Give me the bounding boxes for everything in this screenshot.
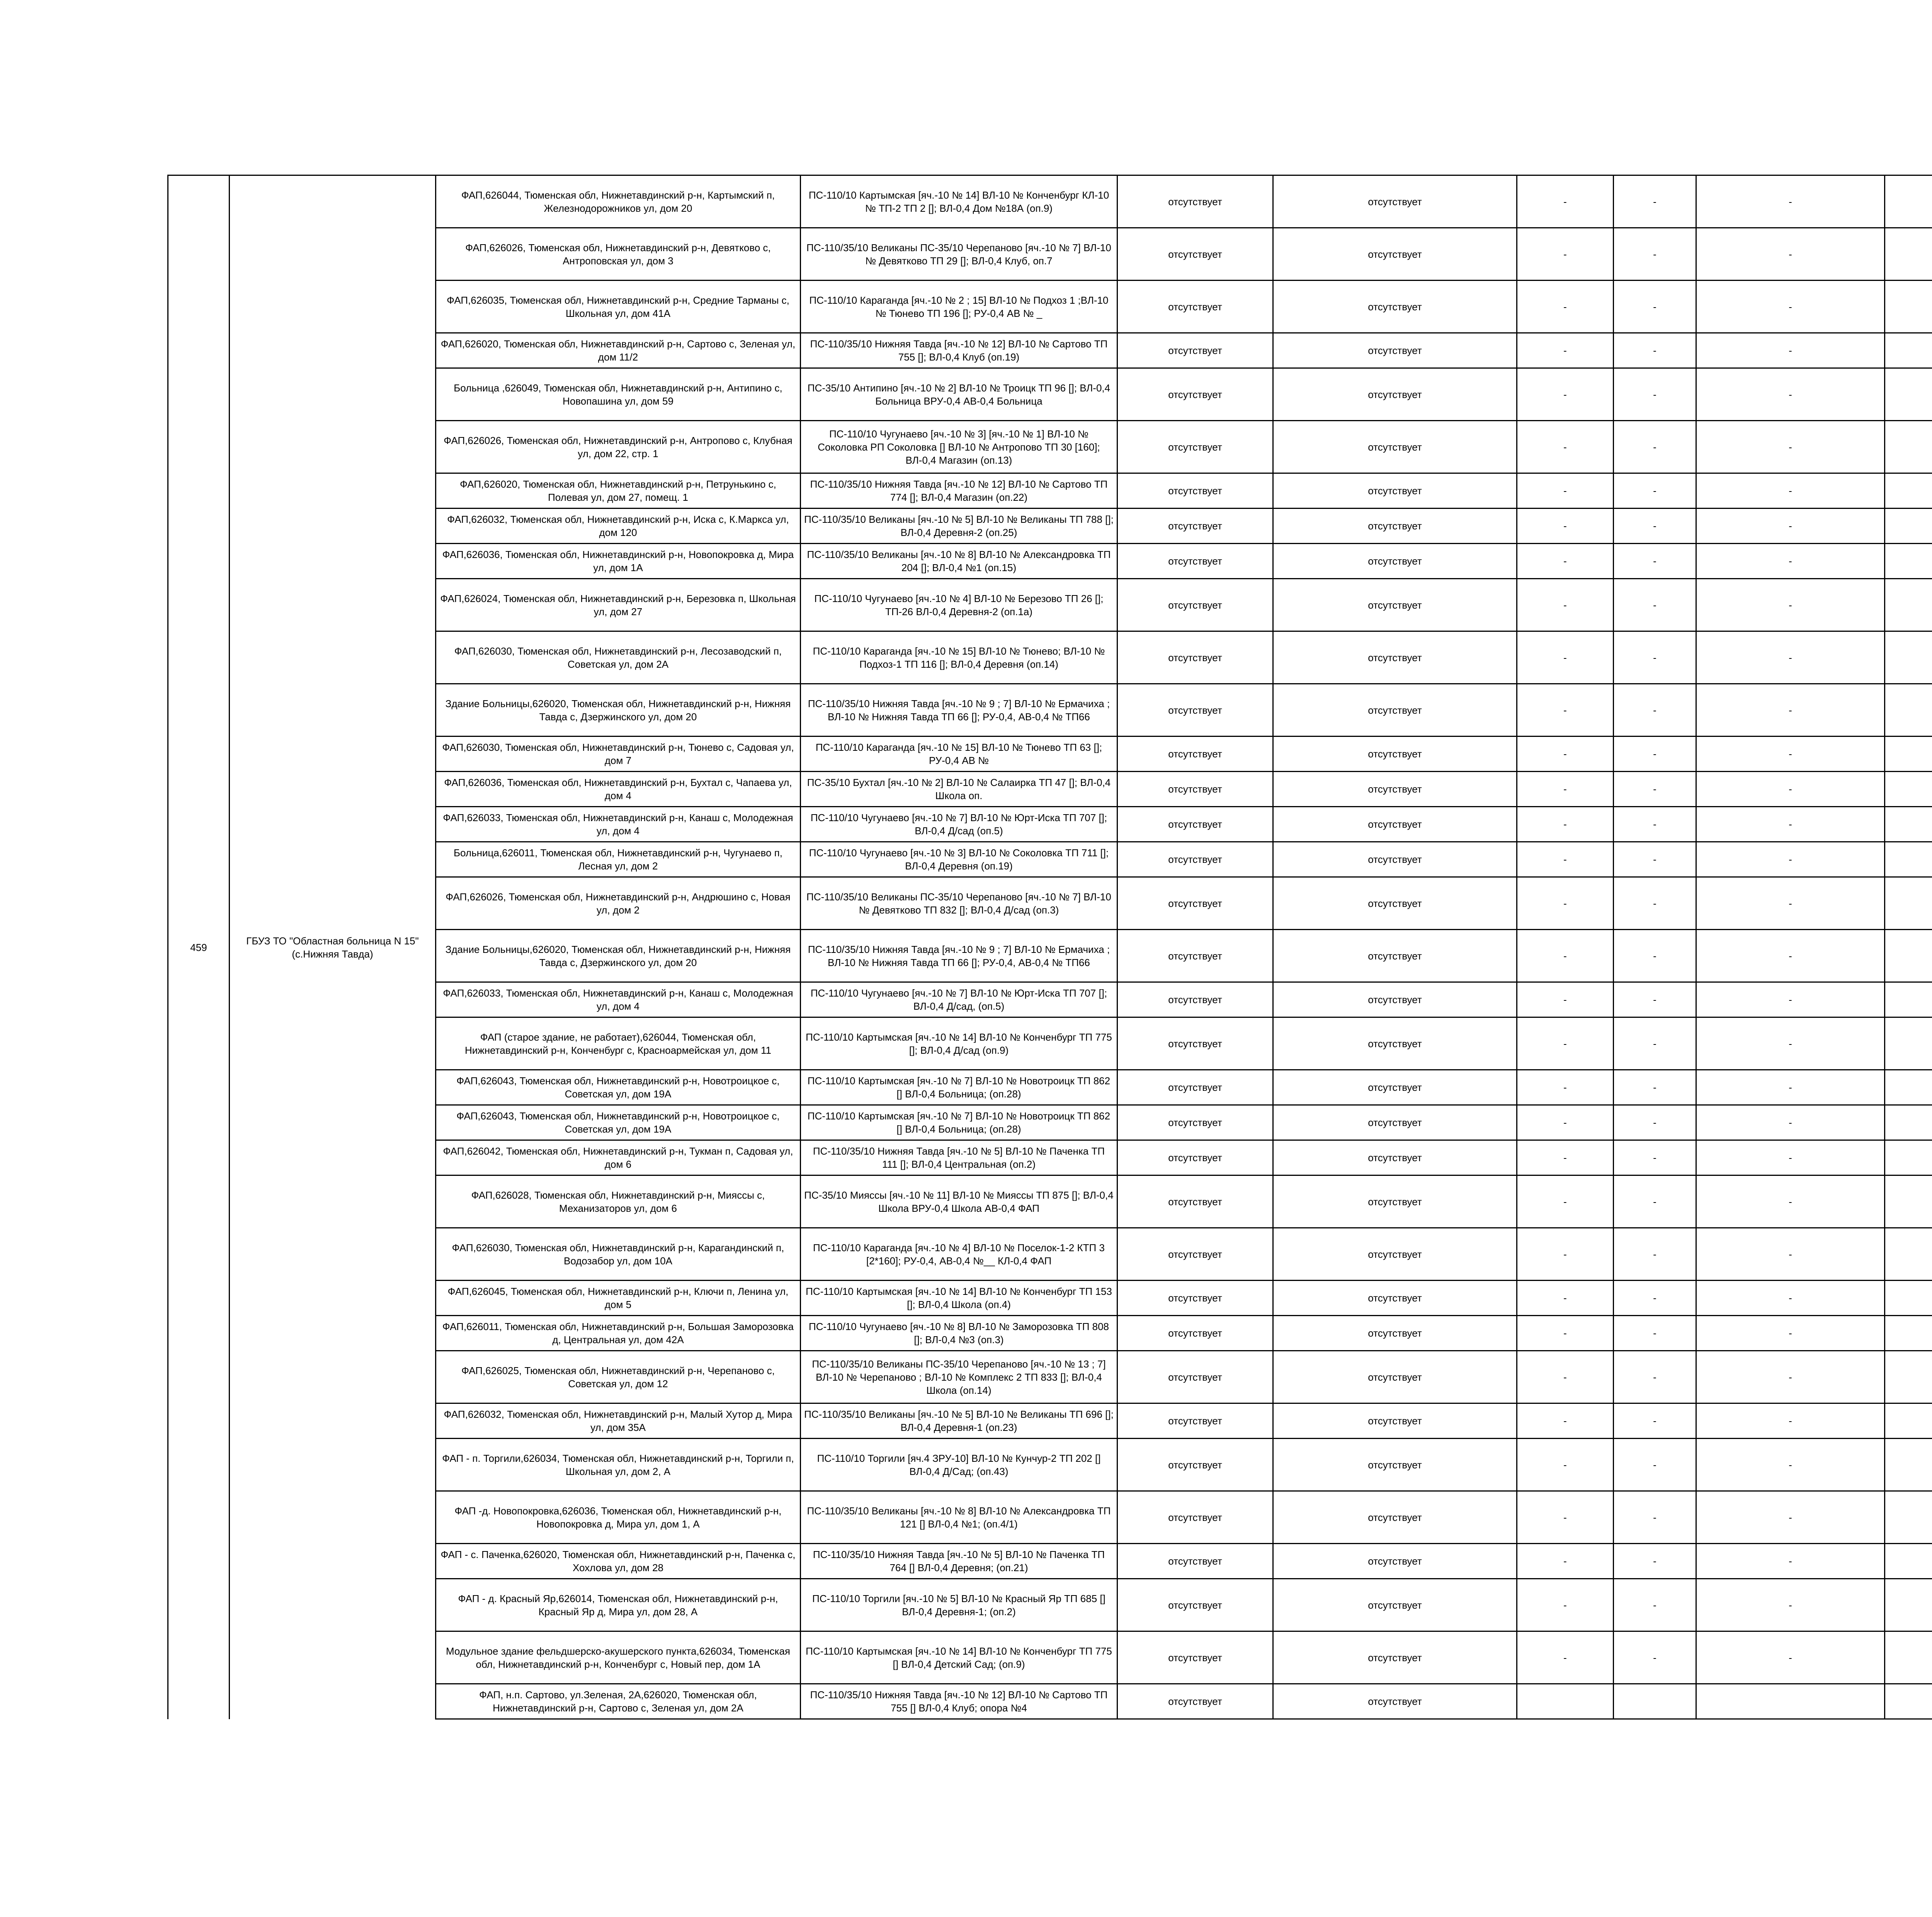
value-cell-4 [1885, 1281, 1932, 1316]
facility-cell: Здание Больницы,626020, Тюменская обл, Нижнетавдинский р-н, Нижняя Тавда с, Дзержинского ул, дом 20 [436, 930, 801, 982]
autonomous-source-cell: отсутствует [1273, 281, 1517, 333]
backup-source-cell: отсутствует [1117, 982, 1273, 1017]
value-cell-4 [1885, 281, 1932, 333]
autonomous-source-cell: отсутствует [1273, 982, 1517, 1017]
value-cell-4 [1885, 772, 1932, 807]
autonomous-source-cell: отсутствует [1273, 509, 1517, 544]
facility-cell: ФАП,626030, Тюменская обл, Нижнетавдинский р-н, Лесозаводский п, Советская ул, дом 2А [436, 631, 801, 684]
autonomous-source-cell: отсутствует [1273, 1017, 1517, 1070]
value-cell-4 [1885, 333, 1932, 368]
autonomous-source-cell: отсутствует [1273, 842, 1517, 877]
facility-cell: ФАП,626042, Тюменская обл, Нижнетавдинский р-н, Тукман п, Садовая ул, дом 6 [436, 1140, 801, 1175]
facility-cell: Модульное здание фельдшерско-акушерского пункта,626034, Тюменская обл, Нижнетавдинский р-н, Конченбург с, Новый пер, дом 1А [436, 1631, 801, 1684]
facility-cell: ФАП - д. Красный Яр,626014, Тюменская обл, Нижнетавдинский р-н, Красный Яр д, Мира ул, дом 28, А [436, 1579, 801, 1631]
facility-cell: ФАП - п. Торгили,626034, Тюменская обл, Нижнетавдинский р-н, Торгили п, Школьная ул, дом 2, А [436, 1439, 801, 1491]
value-cell-1: - [1517, 1491, 1614, 1544]
power-source-cell: ПС-110/10 Чугунаево [яч.-10 № 3] [яч.-10 № 1] ВЛ-10 № Соколовка РП Соколовка [] ВЛ-10 № Антропово ТП 30 [160]; ВЛ-0,4 Магазин (оп.13) [801, 421, 1117, 473]
autonomous-source-cell: отсутствует [1273, 1544, 1517, 1579]
value-cell-2: - [1614, 421, 1696, 473]
value-cell-2: - [1614, 1175, 1696, 1228]
autonomous-source-cell: отсутствует [1273, 877, 1517, 930]
power-source-cell: ПС-110/10 Чугунаево [яч.-10 № 7] ВЛ-10 № Юрт-Иска ТП 707 []; ВЛ-0,4 Д/сад, (оп.5) [801, 982, 1117, 1017]
facility-cell: ФАП - с. Паченка,626020, Тюменская обл, Нижнетавдинский р-н, Паченка с, Хохлова ул, дом 28 [436, 1544, 801, 1579]
facility-cell: ФАП -д. Новопокровка,626036, Тюменская обл, Нижнетавдинский р-н, Новопокровка д, Мира ул, дом 1, А [436, 1491, 801, 1544]
autonomous-source-cell: отсутствует [1273, 1491, 1517, 1544]
value-cell-2: - [1614, 1403, 1696, 1439]
value-cell-1: - [1517, 579, 1614, 631]
value-cell-1: - [1517, 228, 1614, 281]
autonomous-source-cell: отсутствует [1273, 1228, 1517, 1281]
value-cell-2: - [1614, 1544, 1696, 1579]
power-source-cell: ПС-110/35/10 Великаны [яч.-10 № 5] ВЛ-10 № Великаны ТП 696 []; ВЛ-0,4 Деревня-1 (оп.23) [801, 1403, 1117, 1439]
value-cell-1: - [1517, 1140, 1614, 1175]
power-source-cell: ПС-110/35/10 Великаны [яч.-10 № 8] ВЛ-10 № Александровка ТП 121 [] ВЛ-0,4 №1; (оп.4/1) [801, 1491, 1117, 1544]
value-cell-2: - [1614, 1631, 1696, 1684]
backup-source-cell: отсутствует [1117, 930, 1273, 982]
value-cell-3: - [1696, 1544, 1885, 1579]
value-cell-1: - [1517, 1175, 1614, 1228]
facility-cell: ФАП,626032, Тюменская обл, Нижнетавдинский р-н, Иска с, К.Маркса ул, дом 120 [436, 509, 801, 544]
value-cell-3: - [1696, 473, 1885, 509]
power-source-cell: ПС-110/35/10 Нижняя Тавда [яч.-10 № 12] ВЛ-10 № Сартово ТП 755 []; ВЛ-0,4 Клуб (оп.19) [801, 333, 1117, 368]
backup-source-cell: отсутствует [1117, 1684, 1273, 1719]
value-cell-3: - [1696, 877, 1885, 930]
value-cell-4 [1885, 1544, 1932, 1579]
power-source-cell: ПС-110/10 Караганда [яч.-10 № 4] ВЛ-10 № Поселок-1-2 КТП 3 [2*160]; РУ-0,4, АВ-0,4 №__ КЛ-0,4 ФАП [801, 1228, 1117, 1281]
facility-cell: ФАП,626024, Тюменская обл, Нижнетавдинский р-н, Березовка п, Школьная ул, дом 27 [436, 579, 801, 631]
value-cell-2: - [1614, 842, 1696, 877]
value-cell-2: - [1614, 473, 1696, 509]
autonomous-source-cell: отсутствует [1273, 772, 1517, 807]
facility-cell: ФАП,626026, Тюменская обл, Нижнетавдинский р-н, Девятково с, Антроповская ул, дом 3 [436, 228, 801, 281]
value-cell-1: - [1517, 1316, 1614, 1351]
value-cell-2: - [1614, 544, 1696, 579]
backup-source-cell: отсутствует [1117, 1175, 1273, 1228]
facility-cell: ФАП,626030, Тюменская обл, Нижнетавдинский р-н, Карагандинский п, Водозабор ул, дом 10А [436, 1228, 801, 1281]
backup-source-cell: отсутствует [1117, 877, 1273, 930]
value-cell-3: - [1696, 1070, 1885, 1105]
value-cell-3: - [1696, 368, 1885, 421]
power-source-cell: ПС-110/35/10 Великаны ПС-35/10 Черепаново [яч.-10 № 7] ВЛ-10 № Девятково ТП 832 []; ВЛ-0,4 Д/сад (оп.3) [801, 877, 1117, 930]
facility-cell: Больница ,626049, Тюменская обл, Нижнетавдинский р-н, Антипино с, Новопашина ул, дом 59 [436, 368, 801, 421]
value-cell-4 [1885, 930, 1932, 982]
facility-cell: ФАП,626033, Тюменская обл, Нижнетавдинский р-н, Канаш с, Молодежная ул, дом 4 [436, 982, 801, 1017]
backup-source-cell: отсутствует [1117, 368, 1273, 421]
autonomous-source-cell: отсутствует [1273, 175, 1517, 228]
power-source-cell: ПС-110/10 Караганда [яч.-10 № 2 ; 15] ВЛ-10 № Подхоз 1 ;ВЛ-10 № Тюнево ТП 196 []; РУ-0,4 АВ № _ [801, 281, 1117, 333]
facility-cell: ФАП, н.п. Сартово, ул.Зеленая, 2А,626020, Тюменская обл, Нижнетавдинский р-н, Сартово с, Зеленая ул, дом 2А [436, 1684, 801, 1719]
backup-source-cell: отсутствует [1117, 737, 1273, 772]
value-cell-4 [1885, 509, 1932, 544]
power-source-cell: ПС-35/10 Мияссы [яч.-10 № 11] ВЛ-10 № Мияссы ТП 875 []; ВЛ-0,4 Школа ВРУ-0,4 Школа АВ-0,4 ФАП [801, 1175, 1117, 1228]
backup-source-cell: отсутствует [1117, 333, 1273, 368]
autonomous-source-cell: отсутствует [1273, 1140, 1517, 1175]
value-cell-3: - [1696, 1631, 1885, 1684]
facility-cell: Здание Больницы,626020, Тюменская обл, Нижнетавдинский р-н, Нижняя Тавда с, Дзержинского ул, дом 20 [436, 684, 801, 737]
facility-cell: ФАП,626020, Тюменская обл, Нижнетавдинский р-н, Петрунькино с, Полевая ул, дом 27, помещ. 1 [436, 473, 801, 509]
value-cell-4 [1885, 1070, 1932, 1105]
value-cell-3: - [1696, 579, 1885, 631]
value-cell-1: - [1517, 1105, 1614, 1140]
value-cell-4 [1885, 982, 1932, 1017]
backup-source-cell: отсутствует [1117, 1491, 1273, 1544]
value-cell-3: - [1696, 1140, 1885, 1175]
value-cell-3: - [1696, 1491, 1885, 1544]
value-cell-3: - [1696, 982, 1885, 1017]
power-source-cell: ПС-110/10 Картымская [яч.-10 № 14] ВЛ-10 № Конченбург ТП 775 []; ВЛ-0,4 Д/сад (оп.9) [801, 1017, 1117, 1070]
value-cell-1: - [1517, 544, 1614, 579]
power-source-cell: ПС-110/10 Чугунаево [яч.-10 № 3] ВЛ-10 № Соколовка ТП 711 []; ВЛ-0,4 Деревня (оп.19) [801, 842, 1117, 877]
facility-cell: ФАП (старое здание, не работает),626044, Тюменская обл, Нижнетавдинский р-н, Конченбург с, Красноармейская ул, дом 11 [436, 1017, 801, 1070]
facility-cell: ФАП,626033, Тюменская обл, Нижнетавдинский р-н, Канаш с, Молодежная ул, дом 4 [436, 807, 801, 842]
autonomous-source-cell: отсутствует [1273, 333, 1517, 368]
autonomous-source-cell: отсутствует [1273, 544, 1517, 579]
facility-cell: ФАП,626020, Тюменская обл, Нижнетавдинский р-н, Сартово с, Зеленая ул, дом 11/2 [436, 333, 801, 368]
backup-source-cell: отсутствует [1117, 631, 1273, 684]
value-cell-3 [1696, 1684, 1885, 1719]
value-cell-2: - [1614, 281, 1696, 333]
power-source-cell: ПС-35/10 Антипино [яч.-10 № 2] ВЛ-10 № Троицк ТП 96 []; ВЛ-0,4 Больница ВРУ-0,4 АВ-0,4 Больница [801, 368, 1117, 421]
value-cell-4 [1885, 1439, 1932, 1491]
value-cell-4 [1885, 1175, 1932, 1228]
data-table [167, 175, 1932, 1720]
value-cell-2: - [1614, 807, 1696, 842]
value-cell-2: - [1614, 1140, 1696, 1175]
power-source-cell: ПС-110/10 Чугунаево [яч.-10 № 7] ВЛ-10 № Юрт-Иска ТП 707 []; ВЛ-0,4 Д/сад (оп.5) [801, 807, 1117, 842]
value-cell-3: - [1696, 544, 1885, 579]
value-cell-1: - [1517, 1017, 1614, 1070]
power-source-cell: ПС-110/35/10 Великаны ПС-35/10 Черепаново [яч.-10 № 13 ; 7] ВЛ-10 № Черепаново ; ВЛ-10 № Комплекс 2 ТП 833 []; ВЛ-0,4 Школа (оп.14) [801, 1351, 1117, 1403]
backup-source-cell: отсутствует [1117, 421, 1273, 473]
value-cell-4 [1885, 684, 1932, 737]
value-cell-1: - [1517, 930, 1614, 982]
value-cell-3: - [1696, 737, 1885, 772]
value-cell-3: - [1696, 333, 1885, 368]
value-cell-4 [1885, 1105, 1932, 1140]
autonomous-source-cell: отсутствует [1273, 1316, 1517, 1351]
value-cell-3: - [1696, 509, 1885, 544]
value-cell-4 [1885, 1684, 1932, 1719]
value-cell-3: - [1696, 1281, 1885, 1316]
value-cell-3: - [1696, 772, 1885, 807]
row-number-cell: 459 [168, 175, 230, 1719]
backup-source-cell: отсутствует [1117, 684, 1273, 737]
value-cell-2: - [1614, 1228, 1696, 1281]
power-source-cell: ПС-110/35/10 Великаны [яч.-10 № 8] ВЛ-10 № Александровка ТП 204 []; ВЛ-0,4 №1 (оп.15) [801, 544, 1117, 579]
value-cell-4 [1885, 1491, 1932, 1544]
value-cell-3: - [1696, 684, 1885, 737]
value-cell-3: - [1696, 1403, 1885, 1439]
value-cell-2: - [1614, 333, 1696, 368]
value-cell-3: - [1696, 421, 1885, 473]
value-cell-1: - [1517, 368, 1614, 421]
value-cell-2: - [1614, 631, 1696, 684]
backup-source-cell: отсутствует [1117, 1351, 1273, 1403]
power-source-cell: ПС-110/35/10 Нижняя Тавда [яч.-10 № 9 ; 7] ВЛ-10 № Ермачиха ; ВЛ-10 № Нижняя Тавда ТП 66 []; РУ-0,4, АВ-0,4 № ТП66 [801, 930, 1117, 982]
autonomous-source-cell: отсутствует [1273, 421, 1517, 473]
value-cell-3: - [1696, 1316, 1885, 1351]
backup-source-cell: отсутствует [1117, 579, 1273, 631]
facility-cell: ФАП,626025, Тюменская обл, Нижнетавдинский р-н, Черепаново с, Советская ул, дом 12 [436, 1351, 801, 1403]
facility-cell: ФАП,626044, Тюменская обл, Нижнетавдинский р-н, Картымский п, Железнодорожников ул, дом 20 [436, 175, 801, 228]
value-cell-4 [1885, 1228, 1932, 1281]
value-cell-2: - [1614, 1439, 1696, 1491]
power-source-cell: ПС-110/10 Торгили [яч.-10 № 5] ВЛ-10 № Красный Яр ТП 685 [] ВЛ-0,4 Деревня-1; (оп.2) [801, 1579, 1117, 1631]
autonomous-source-cell: отсутствует [1273, 737, 1517, 772]
power-source-cell: ПС-110/35/10 Нижняя Тавда [яч.-10 № 5] ВЛ-10 № Паченка ТП 764 [] ВЛ-0,4 Деревня; (оп.21) [801, 1544, 1117, 1579]
facility-cell: ФАП,626032, Тюменская обл, Нижнетавдинский р-н, Малый Хутор д, Мира ул, дом 35А [436, 1403, 801, 1439]
autonomous-source-cell: отсутствует [1273, 1439, 1517, 1491]
value-cell-1: - [1517, 1631, 1614, 1684]
value-cell-4 [1885, 1140, 1932, 1175]
value-cell-2: - [1614, 1491, 1696, 1544]
value-cell-2: - [1614, 877, 1696, 930]
value-cell-1 [1517, 1684, 1614, 1719]
backup-source-cell: отсутствует [1117, 1017, 1273, 1070]
backup-source-cell: отсутствует [1117, 281, 1273, 333]
value-cell-2: - [1614, 772, 1696, 807]
value-cell-2: - [1614, 368, 1696, 421]
value-cell-2: - [1614, 1070, 1696, 1105]
value-cell-1: - [1517, 842, 1614, 877]
value-cell-4 [1885, 842, 1932, 877]
value-cell-3: - [1696, 930, 1885, 982]
power-source-cell: ПС-110/10 Чугунаево [яч.-10 № 8] ВЛ-10 № Заморозовка ТП 808 []; ВЛ-0,4 №3 (оп.3) [801, 1316, 1117, 1351]
value-cell-3: - [1696, 1579, 1885, 1631]
value-cell-3: - [1696, 228, 1885, 281]
value-cell-4 [1885, 228, 1932, 281]
backup-source-cell: отсутствует [1117, 772, 1273, 807]
value-cell-1: - [1517, 473, 1614, 509]
backup-source-cell: отсутствует [1117, 1105, 1273, 1140]
value-cell-1: - [1517, 1439, 1614, 1491]
power-source-cell: ПС-110/10 Караганда [яч.-10 № 15] ВЛ-10 № Тюнево; ВЛ-10 № Подхоз-1 ТП 116 []; ВЛ-0,4 Деревня (оп.14) [801, 631, 1117, 684]
value-cell-3: - [1696, 1228, 1885, 1281]
value-cell-3: - [1696, 1017, 1885, 1070]
facility-cell: ФАП,626036, Тюменская обл, Нижнетавдинский р-н, Новопокровка д, Мира ул, дом 1А [436, 544, 801, 579]
power-source-cell: ПС-110/35/10 Великаны [яч.-10 № 5] ВЛ-10 № Великаны ТП 788 []; ВЛ-0,4 Деревня-2 (оп.25) [801, 509, 1117, 544]
value-cell-2 [1614, 1684, 1696, 1719]
value-cell-2: - [1614, 930, 1696, 982]
value-cell-1: - [1517, 1403, 1614, 1439]
autonomous-source-cell: отсутствует [1273, 807, 1517, 842]
autonomous-source-cell: отсутствует [1273, 1351, 1517, 1403]
value-cell-4 [1885, 175, 1932, 228]
value-cell-4 [1885, 544, 1932, 579]
autonomous-source-cell: отсутствует [1273, 1631, 1517, 1684]
power-source-cell: ПС-110/10 Караганда [яч.-10 № 15] ВЛ-10 № Тюнево ТП 63 []; РУ-0,4 АВ № [801, 737, 1117, 772]
power-source-cell: ПС-110/35/10 Нижняя Тавда [яч.-10 № 5] ВЛ-10 № Паченка ТП 111 []; ВЛ-0,4 Центральная (оп.2) [801, 1140, 1117, 1175]
power-source-cell: ПС-110/10 Картымская [яч.-10 № 7] ВЛ-10 № Новотроицк ТП 862 [] ВЛ-0,4 Больница; (оп.28) [801, 1070, 1117, 1105]
backup-source-cell: отсутствует [1117, 228, 1273, 281]
backup-source-cell: отсутствует [1117, 1316, 1273, 1351]
value-cell-1: - [1517, 281, 1614, 333]
value-cell-2: - [1614, 579, 1696, 631]
backup-source-cell: отсутствует [1117, 544, 1273, 579]
facility-cell: ФАП,626026, Тюменская обл, Нижнетавдинский р-н, Андрюшино с, Новая ул, дом 2 [436, 877, 801, 930]
power-source-cell: ПС-110/35/10 Нижняя Тавда [яч.-10 № 12] ВЛ-10 № Сартово ТП 755 [] ВЛ-0,4 Клуб; опора №4 [801, 1684, 1117, 1719]
backup-source-cell: отсутствует [1117, 842, 1273, 877]
power-source-cell: ПС-110/35/10 Нижняя Тавда [яч.-10 № 9 ; 7] ВЛ-10 № Ермачиха ; ВЛ-10 № Нижняя Тавда ТП 66 []; РУ-0,4, АВ-0,4 № ТП66 [801, 684, 1117, 737]
value-cell-3: - [1696, 1175, 1885, 1228]
backup-source-cell: отсутствует [1117, 1544, 1273, 1579]
value-cell-3: - [1696, 175, 1885, 228]
value-cell-4 [1885, 1579, 1932, 1631]
backup-source-cell: отсутствует [1117, 175, 1273, 228]
autonomous-source-cell: отсутствует [1273, 1105, 1517, 1140]
power-source-cell: ПС-110/10 Картымская [яч.-10 № 14] ВЛ-10 № Конченбург КЛ-10 № ТП-2 ТП 2 []; ВЛ-0,4 Дом №18А (оп.9) [801, 175, 1117, 228]
value-cell-1: - [1517, 807, 1614, 842]
value-cell-4 [1885, 421, 1932, 473]
value-cell-3: - [1696, 1439, 1885, 1491]
backup-source-cell: отсутствует [1117, 1070, 1273, 1105]
autonomous-source-cell: отсутствует [1273, 631, 1517, 684]
backup-source-cell: отсутствует [1117, 807, 1273, 842]
value-cell-4 [1885, 368, 1932, 421]
facility-cell: ФАП,626043, Тюменская обл, Нижнетавдинский р-н, Новотроицкое с, Советская ул, дом 19А [436, 1105, 801, 1140]
power-source-cell: ПС-110/10 Картымская [яч.-10 № 14] ВЛ-10 № Конченбург ТП 153 []; ВЛ-0,4 Школа (оп.4) [801, 1281, 1117, 1316]
value-cell-4 [1885, 807, 1932, 842]
facility-cell: ФАП,626043, Тюменская обл, Нижнетавдинский р-н, Новотроицкое с, Советская ул, дом 19А [436, 1070, 801, 1105]
backup-source-cell: отсутствует [1117, 1140, 1273, 1175]
backup-source-cell: отсутствует [1117, 1281, 1273, 1316]
value-cell-3: - [1696, 842, 1885, 877]
value-cell-3: - [1696, 631, 1885, 684]
value-cell-4 [1885, 1351, 1932, 1403]
autonomous-source-cell: отсутствует [1273, 930, 1517, 982]
autonomous-source-cell: отсутствует [1273, 684, 1517, 737]
power-source-cell: ПС-35/10 Бухтал [яч.-10 № 2] ВЛ-10 № Салаирка ТП 47 []; ВЛ-0,4 Школа оп. [801, 772, 1117, 807]
power-source-cell: ПС-110/35/10 Нижняя Тавда [яч.-10 № 12] ВЛ-10 № Сартово ТП 774 []; ВЛ-0,4 Магазин (оп.22) [801, 473, 1117, 509]
value-cell-1: - [1517, 982, 1614, 1017]
value-cell-4 [1885, 737, 1932, 772]
value-cell-1: - [1517, 1351, 1614, 1403]
value-cell-1: - [1517, 877, 1614, 930]
facility-cell: ФАП,626028, Тюменская обл, Нижнетавдинский р-н, Мияссы с, Механизаторов ул, дом 6 [436, 1175, 801, 1228]
value-cell-2: - [1614, 684, 1696, 737]
autonomous-source-cell: отсутствует [1273, 228, 1517, 281]
value-cell-2: - [1614, 1351, 1696, 1403]
value-cell-1: - [1517, 1228, 1614, 1281]
value-cell-3: - [1696, 807, 1885, 842]
power-source-cell: ПС-110/10 Торгили [яч.4 ЗРУ-10] ВЛ-10 № Кунчур-2 ТП 202 [] ВЛ-0,4 Д/Сад; (оп.43) [801, 1439, 1117, 1491]
backup-source-cell: отсутствует [1117, 473, 1273, 509]
autonomous-source-cell: отсутствует [1273, 1175, 1517, 1228]
value-cell-1: - [1517, 772, 1614, 807]
value-cell-1: - [1517, 509, 1614, 544]
facility-cell: ФАП,626026, Тюменская обл, Нижнетавдинский р-н, Антропово с, Клубная ул, дом 22, стр. 1 [436, 421, 801, 473]
value-cell-2: - [1614, 175, 1696, 228]
backup-source-cell: отсутствует [1117, 1631, 1273, 1684]
value-cell-4 [1885, 877, 1932, 930]
value-cell-1: - [1517, 1579, 1614, 1631]
facility-cell: Больница,626011, Тюменская обл, Нижнетавдинский р-н, Чугунаево п, Лесная ул, дом 2 [436, 842, 801, 877]
value-cell-2: - [1614, 1579, 1696, 1631]
autonomous-source-cell: отсутствует [1273, 368, 1517, 421]
backup-source-cell: отсутствует [1117, 1403, 1273, 1439]
facility-cell: ФАП,626045, Тюменская обл, Нижнетавдинский р-н, Ключи п, Ленина ул, дом 5 [436, 1281, 801, 1316]
power-source-cell: ПС-110/10 Картымская [яч.-10 № 7] ВЛ-10 № Новотроицк ТП 862 [] ВЛ-0,4 Больница; (оп.28) [801, 1105, 1117, 1140]
facility-cell: ФАП,626036, Тюменская обл, Нижнетавдинский р-н, Бухтал с, Чапаева ул, дом 4 [436, 772, 801, 807]
value-cell-2: - [1614, 509, 1696, 544]
power-source-cell: ПС-110/10 Картымская [яч.-10 № 14] ВЛ-10 № Конченбург ТП 775 [] ВЛ-0,4 Детский Сад; (оп.9) [801, 1631, 1117, 1684]
value-cell-4 [1885, 473, 1932, 509]
autonomous-source-cell: отсутствует [1273, 1403, 1517, 1439]
backup-source-cell: отсутствует [1117, 509, 1273, 544]
value-cell-4 [1885, 579, 1932, 631]
autonomous-source-cell: отсутствует [1273, 473, 1517, 509]
value-cell-1: - [1517, 1070, 1614, 1105]
value-cell-1: - [1517, 421, 1614, 473]
value-cell-1: - [1517, 631, 1614, 684]
autonomous-source-cell: отсутствует [1273, 1579, 1517, 1631]
backup-source-cell: отсутствует [1117, 1439, 1273, 1491]
value-cell-1: - [1517, 737, 1614, 772]
value-cell-2: - [1614, 982, 1696, 1017]
value-cell-3: - [1696, 281, 1885, 333]
value-cell-2: - [1614, 1105, 1696, 1140]
autonomous-source-cell: отсутствует [1273, 1684, 1517, 1719]
autonomous-source-cell: отсутствует [1273, 579, 1517, 631]
value-cell-4 [1885, 631, 1932, 684]
power-source-cell: ПС-110/10 Чугунаево [яч.-10 № 4] ВЛ-10 № Березово ТП 26 []; ТП-26 ВЛ-0,4 Деревня-2 (оп.1а) [801, 579, 1117, 631]
value-cell-2: - [1614, 1017, 1696, 1070]
value-cell-1: - [1517, 333, 1614, 368]
value-cell-4 [1885, 1403, 1932, 1439]
backup-source-cell: отсутствует [1117, 1579, 1273, 1631]
value-cell-1: - [1517, 684, 1614, 737]
value-cell-3: - [1696, 1351, 1885, 1403]
value-cell-2: - [1614, 737, 1696, 772]
value-cell-1: - [1517, 1281, 1614, 1316]
autonomous-source-cell: отсутствует [1273, 1070, 1517, 1105]
facility-cell: ФАП,626030, Тюменская обл, Нижнетавдинский р-н, Тюнево с, Садовая ул, дом 7 [436, 737, 801, 772]
value-cell-2: - [1614, 1281, 1696, 1316]
facility-cell: ФАП,626011, Тюменская обл, Нижнетавдинский р-н, Большая Заморозовка д, Центральная ул, дом 42А [436, 1316, 801, 1351]
power-source-cell: ПС-110/35/10 Великаны ПС-35/10 Черепаново [яч.-10 № 7] ВЛ-10 № Девятково ТП 29 []; ВЛ-0,4 Клуб, оп.7 [801, 228, 1117, 281]
facility-cell: ФАП,626035, Тюменская обл, Нижнетавдинский р-н, Средние Тарманы с, Школьная ул, дом 41А [436, 281, 801, 333]
backup-source-cell: отсутствует [1117, 1228, 1273, 1281]
value-cell-1: - [1517, 175, 1614, 228]
value-cell-4 [1885, 1017, 1932, 1070]
value-cell-2: - [1614, 228, 1696, 281]
autonomous-source-cell: отсутствует [1273, 1281, 1517, 1316]
table-row [168, 175, 1932, 228]
value-cell-4 [1885, 1316, 1932, 1351]
value-cell-1: - [1517, 1544, 1614, 1579]
value-cell-3: - [1696, 1105, 1885, 1140]
value-cell-2: - [1614, 1316, 1696, 1351]
value-cell-4 [1885, 1631, 1932, 1684]
organization-cell: ГБУЗ ТО "Областная больница N 15" (с.Нижняя Тавда) [230, 175, 436, 1719]
